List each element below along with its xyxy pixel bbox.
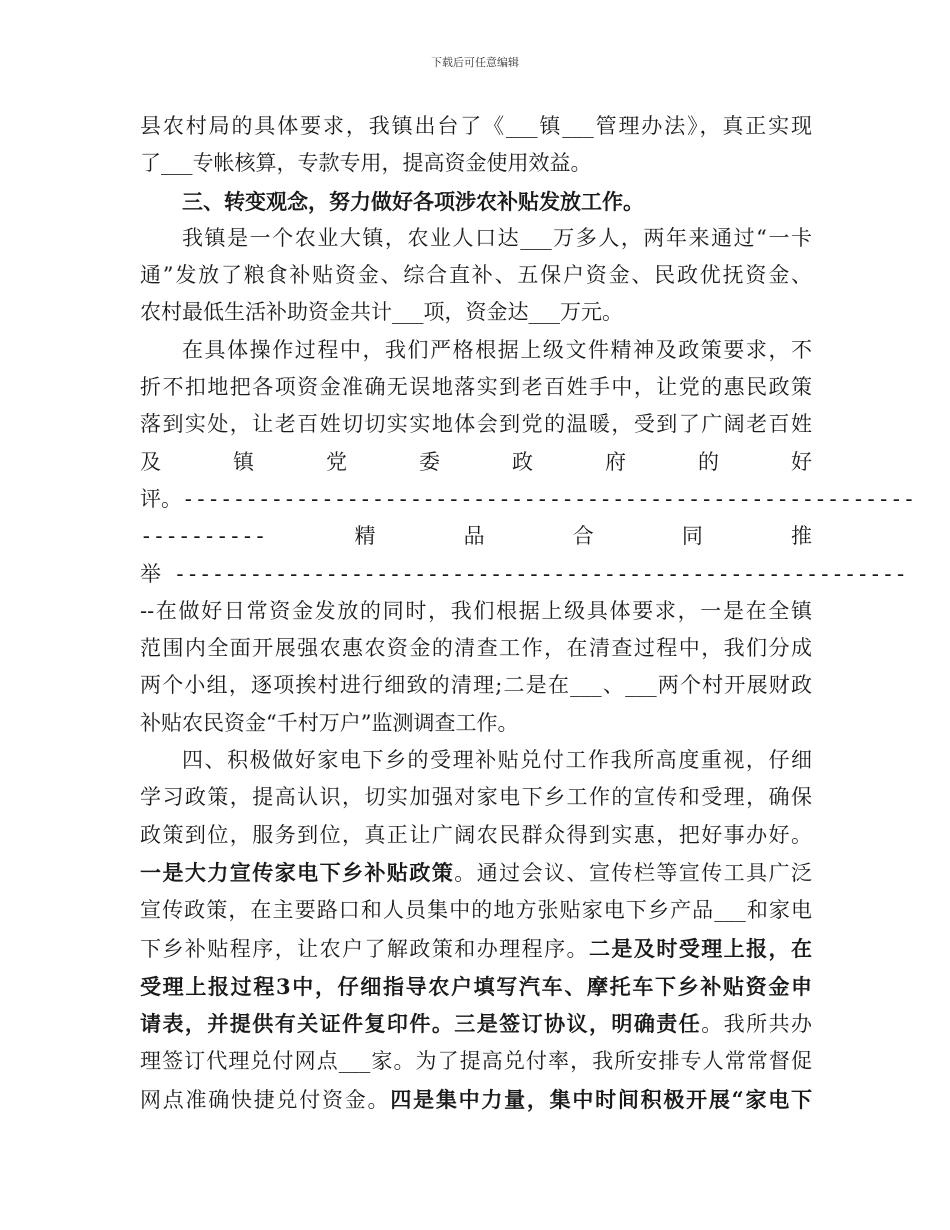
char: 精 (354, 524, 376, 549)
text-line: 折不扣地把各项资金准确无误地落实到老百姓手中，让党的惠民政策 (140, 375, 812, 400)
char: 合 (572, 524, 594, 549)
spaced-text-line (140, 444, 812, 481)
separator-line: 举 ---------------------------------------------------------- (140, 561, 907, 586)
text-span: 。通过会议、宣传栏等宣传工具广泛 (454, 860, 813, 885)
separator-line: 评。---------------------------------------------------------- (140, 486, 916, 511)
text-line: 通”发放了粮食补贴资金、综合直补、五保户资金、民政优抚资金、 (140, 263, 812, 288)
text-line (140, 1005, 812, 1043)
dash-run: ---------- (140, 524, 267, 549)
text-line: --在做好日常资金发放的同时，我们根据上级具体要求，一是在全镇 (140, 598, 812, 623)
text-line: 学习政策，提高认识，切实加强对家电下乡工作的宣传和受理，确保 (140, 785, 812, 810)
text-span: 网点准确快捷兑付资金。 (140, 1087, 391, 1112)
text-line: 宣传政策，在主要路口和人员集中的地方张贴家电下乡产品___和家电 (140, 898, 812, 923)
char: 政 (512, 449, 533, 474)
bold-span: 二是及时受理上报，在 (588, 935, 813, 961)
recommend-banner (140, 518, 812, 555)
text-line: 受理上报过程3中，仔细指导农户填写汽车、摩托车下乡补贴资金申 (140, 973, 812, 999)
text-line (140, 854, 812, 892)
text-span: 。我所共办 (701, 1012, 813, 1037)
text-line: 政策到位，服务到位，真正让广阔农民群众得到实惠，把好事办好。 (140, 822, 812, 847)
bold-span: 四是集中力量，集中时间积极开展“家电下 (390, 1086, 813, 1112)
char: 委 (419, 449, 440, 474)
text-line: 两个小组，逐项挨村进行细致的清理;二是在___、___两个村开展财政 (140, 673, 812, 698)
char: 的 (698, 449, 719, 474)
bold-span: 一是大力宣传家电下乡补贴政策 (140, 859, 455, 885)
text-line: 四、积极做好家电下乡的受理补贴兑付工作我所高度重视，仔细 (182, 748, 812, 773)
char: 党 (326, 449, 347, 474)
char: 好 (791, 449, 812, 474)
char: 推 (790, 524, 812, 549)
text-span: 下乡补贴程序，让农户了解政策和办理程序。 (140, 936, 589, 961)
char: 及 (140, 449, 161, 474)
text-line: 我镇是一个农业大镇，农业人口达___万多人，两年来通过“一卡 (182, 225, 812, 250)
char: 府 (605, 449, 626, 474)
char: 镇 (233, 449, 254, 474)
text-line: 农村最低生活补助资金共计___项，资金达___万元。 (140, 300, 623, 325)
text-line: 在具体操作过程中，我们严格根据上级文件精神及政策要求，不 (182, 337, 812, 362)
text-line: 县农村局的具体要求，我镇出台了《___镇___管理办法》，真正实现 (140, 114, 812, 138)
text-line: 了___专帐核算，专款专用，提高资金使用效益。 (140, 151, 592, 176)
document-body (140, 108, 916, 1119)
section-heading: 三、转变观念，努力做好各项涉农补贴发放工作。 (182, 188, 644, 214)
text-line: 补贴农民资金“千村万户”监测调查工作。 (140, 710, 519, 735)
text-line (140, 930, 812, 968)
char: 同 (681, 524, 703, 549)
text-line: 范围内全面开展强农惠农资金的清查工作，在清查过程中，我们分成 (140, 636, 812, 661)
text-line: 理签订代理兑付网点___家。为了提高兑付率，我所安排专人常常督促 (140, 1049, 812, 1074)
char: 品 (463, 524, 485, 549)
text-line: 落到实处，让老百姓切切实实地体会到党的温暖，受到了广阔老百姓 (140, 412, 812, 437)
text-line (140, 1081, 812, 1119)
bold-span: 请表，并提供有关证件复印件。三是签订协议，明确责任 (140, 1011, 702, 1037)
page-header: 下载后可任意编辑 (431, 56, 519, 69)
